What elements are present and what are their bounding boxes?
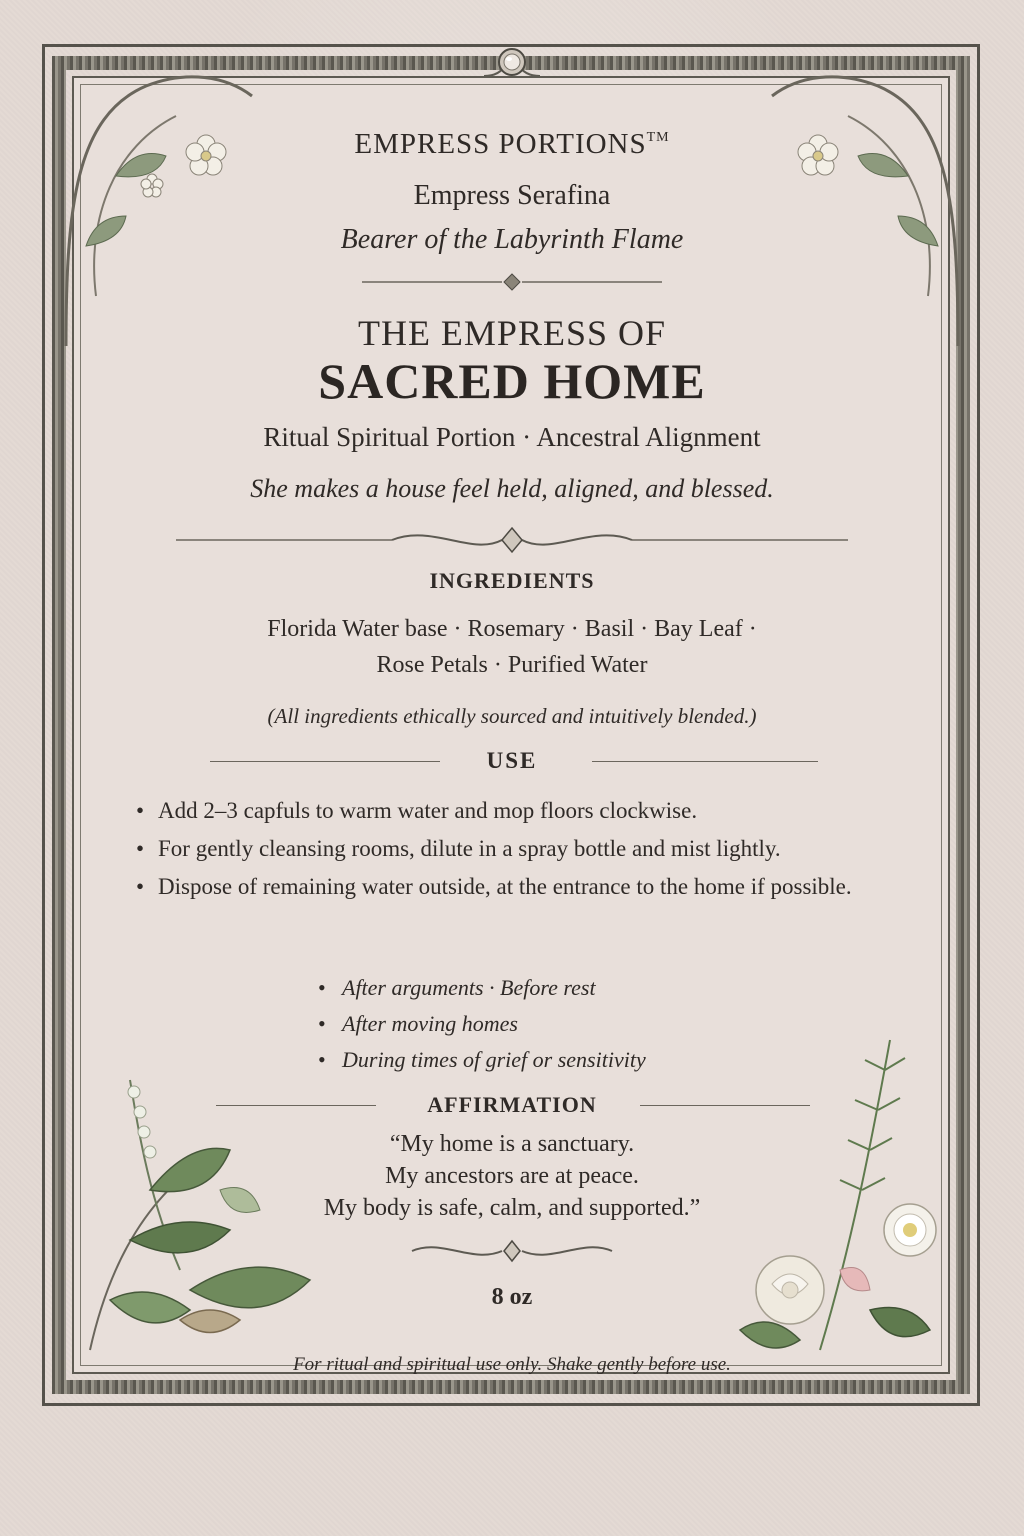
affirmation-heading: AFFIRMATION bbox=[427, 1092, 597, 1117]
product-size: 8 oz bbox=[491, 1284, 533, 1310]
ingredients-line2: Rose Petals · Purified Water bbox=[376, 652, 648, 678]
ingredients-note: (All ingredients ethically sourced and intuitively blended.) bbox=[267, 704, 757, 728]
use-step: • For gently cleansing rooms, dilute in a spray bottle and mist lightly. bbox=[134, 834, 904, 864]
occasion-item: • After moving homes bbox=[316, 1006, 796, 1042]
persona-epithet: Bearer of the Labyrinth Flame bbox=[340, 224, 684, 255]
persona-name: Empress Serafina bbox=[413, 180, 611, 211]
usage-disclaimer: For ritual and spiritual use only. Shake gently before use. bbox=[293, 1354, 731, 1375]
use-heading: USE bbox=[486, 748, 538, 773]
bottom-left-herbs-icon bbox=[70, 1040, 370, 1360]
occasion-item: • After arguments · Before rest bbox=[316, 970, 796, 1006]
product-title-line2: SACRED HOME bbox=[318, 353, 706, 409]
use-steps-list bbox=[134, 796, 904, 910]
product-tagline: She makes a house feel held, aligned, and blessed. bbox=[250, 474, 774, 503]
use-step: • Dispose of remaining water outside, at the entrance to the home if possible. bbox=[134, 872, 904, 902]
bottom-right-roses-icon bbox=[700, 1030, 970, 1370]
product-title-line1: THE EMPRESS OF bbox=[357, 313, 667, 353]
bottom-divider-icon bbox=[402, 1236, 622, 1266]
trademark-mark: TM bbox=[646, 130, 670, 145]
product-subtitle: Ritual Spiritual Portion · Ancestral Alignment bbox=[263, 422, 761, 452]
top-medallion-icon bbox=[480, 36, 544, 100]
affirmation-line: “My home is a sanctuary. bbox=[389, 1131, 635, 1157]
section-divider-icon bbox=[172, 522, 852, 558]
brand-name: EMPRESS PORTIONS™ bbox=[354, 128, 670, 160]
header-divider-icon bbox=[352, 272, 672, 292]
ingredients-line1: Florida Water base · Rosemary · Basil · Bay Leaf · bbox=[267, 616, 757, 642]
use-step: • Add 2–3 capfuls to warm water and mop floors clockwise. bbox=[134, 796, 904, 826]
affirmation-line: My body is safe, calm, and supported.” bbox=[323, 1195, 701, 1221]
ingredients-heading: INGREDIENTS bbox=[429, 568, 595, 593]
occasion-item: • During times of grief or sensitivity bbox=[316, 1042, 796, 1078]
affirmation-line: My ancestors are at peace. bbox=[385, 1163, 639, 1189]
